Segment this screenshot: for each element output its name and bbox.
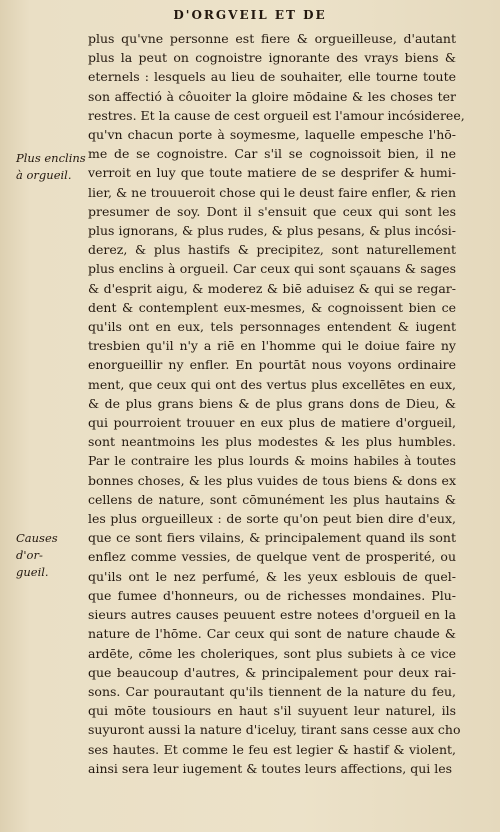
- running-title: D'ORGVEIL ET DE: [173, 8, 327, 22]
- text-line: que ce sont fiers vilains, & principalement quand ils sont: [88, 530, 456, 546]
- text-line: tresbien qu'il n'y a riē en l'homme qui le doiue faire ny: [88, 338, 456, 354]
- margin-note: [16, 530, 88, 581]
- body-text: [88, 29, 465, 778]
- margin-note-line: gueil.: [16, 565, 49, 579]
- text-line: sieurs autres causes peuuent estre notees d'orgueil en la: [88, 607, 456, 623]
- text-line: ses hautes. Et comme le feu est legier & hastif & violent,: [88, 741, 456, 757]
- text-line: qu'ils ont en eux, tels personnages entendent & iugent: [88, 319, 456, 335]
- text-line: plus ignorans, & plus rudes, & plus pesans, & plus incósi-: [88, 223, 456, 239]
- text-line: derez, & plus hastifs & precipitez, sont naturellement: [88, 242, 456, 258]
- margin-note-line: à orgueil.: [16, 168, 72, 182]
- text-line: sont neantmoins les plus modestes & les plus humbles.: [88, 434, 456, 450]
- text-line: enflez comme vessies, de quelque vent de prosperité, ou: [88, 549, 456, 565]
- text-line: suyuront aussi la nature d'iceluy, tirant sans cesse aux cho: [88, 722, 461, 738]
- text-line: ardēte, cōme les choleriques, sont plus subiets à ce vice: [88, 645, 456, 661]
- text-line: & d'esprit aigu, & moderez & biē aduisez & qui se regar-: [88, 280, 456, 296]
- text-line: que beaucoup d'autres, & principalement pour deux rai-: [88, 664, 456, 680]
- margin-note-line: Plus enclins: [16, 151, 86, 165]
- margin-note: [16, 150, 88, 184]
- text-line: nature de l'hōme. Car ceux qui sont de nature chaude &: [88, 626, 456, 642]
- text-line: plus la peut on cognoistre ignorante des vrays biens &: [88, 50, 456, 66]
- text-line: plus enclins à orgueil. Car ceux qui sont sçauans & sages: [88, 261, 456, 277]
- text-line: restres. Et la cause de cest orgueil est l'amour incósideree,: [88, 107, 465, 123]
- text-line: verroit en luy que toute matiere de se desprifer & humi-: [88, 165, 456, 181]
- text-line: dent & contemplent eux-mesmes, & cognoissent bien ce: [88, 299, 456, 315]
- margin-note-line: Causes d'or-: [16, 531, 58, 562]
- text-line: Par le contraire les plus lourds & moins habiles à toutes: [88, 453, 456, 469]
- text-line: me de se cognoistre. Car s'il se cognoissoit bien, il ne: [88, 146, 456, 162]
- text-line: presumer de soy. Dont il s'ensuit que ceux qui sont les: [88, 203, 456, 219]
- text-line: ainsi sera leur iugement & toutes leurs affections, qui les: [88, 760, 453, 776]
- text-line: enorgueillir ny enfler. En pourtāt nous voyons ordinaire: [88, 357, 456, 373]
- text-line: qu'vn chacun porte à soymesme, laquelle empesche l'hō-: [88, 127, 456, 143]
- text-line: cellens de nature, sont cōmunément les plus hautains &: [88, 491, 456, 507]
- text-line: qui pourroient trouuer en eux plus de matiere d'orgueil,: [88, 415, 456, 431]
- text-line: que fumee d'honneurs, ou de richesses mondaines. Plu-: [88, 587, 456, 603]
- text-line: & de plus grans biens & de plus grans dons de Dieu, &: [88, 395, 456, 411]
- text-line: les plus orgueilleux : de sorte qu'on peut bien dire d'eux,: [88, 511, 456, 527]
- text-line: son affectió à côuoiter la gloire mōdaine & les choses ter: [88, 88, 456, 104]
- text-line: qui mōte tousiours en haut s'il suyuent leur naturel, ils: [88, 703, 456, 719]
- text-line: ment, que ceux qui ont des vertus plus excellētes en eux,: [88, 376, 456, 392]
- text-line: qu'ils ont le nez perfumé, & les yeux esblouis de quel-: [88, 568, 456, 584]
- text-line: sons. Car pourautant qu'ils tiennent de la nature du feu,: [88, 683, 456, 699]
- text-line: plus qu'vne personne est fiere & orgueilleuse, d'autant: [88, 31, 456, 46]
- text-line: bonnes choses, & les plus vuides de tous biens & dons ex: [88, 472, 456, 488]
- text-line: lier, & ne trouueroit chose qui le deust faire enfler, & rien: [88, 184, 456, 200]
- text-line: eternels : lesquels au lieu de souhaiter, elle tourne toute: [88, 69, 456, 85]
